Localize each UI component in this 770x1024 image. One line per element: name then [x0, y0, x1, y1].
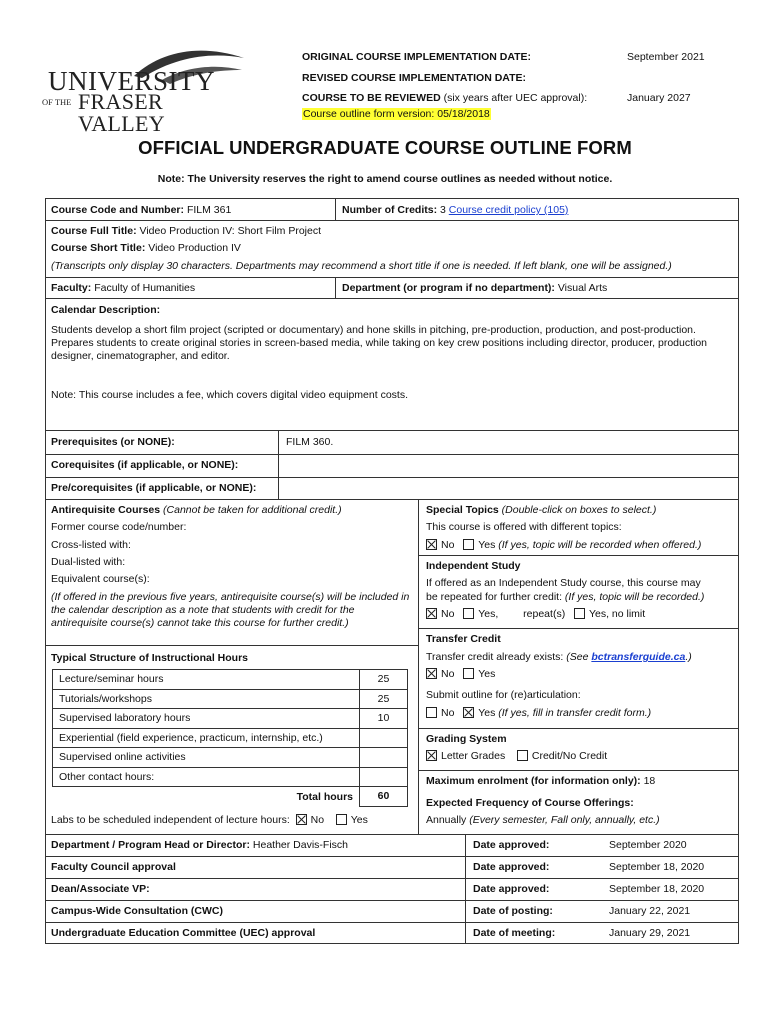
special-topics-text: This course is offered with different topics: — [426, 521, 622, 533]
page-title: OFFICIAL UNDERGRADUATE COURSE OUTLINE FORM — [138, 137, 632, 158]
original-implementation-date-label: ORIGINAL COURSE IMPLEMENTATION DATE: — [302, 51, 532, 63]
total-hours-row — [53, 787, 408, 807]
hours-row-value: 25 — [360, 689, 408, 709]
transfer-credit-exists: Transfer credit already exists: (See bctransferguide.ca.) — [426, 651, 692, 663]
independent-study-text-1: If offered as an Independent Study course, this course may — [426, 577, 701, 589]
instructional-hours-label: Typical Structure of Instructional Hours — [51, 652, 248, 664]
independent-study-no-limit-checkbox[interactable] — [574, 608, 585, 619]
hours-row-label: Experiential (field experience, practicum, internship, etc.) — [53, 728, 360, 748]
independent-study-label: Independent Study — [426, 560, 521, 572]
hours-row-value — [360, 748, 408, 768]
transfer-credit-exists-options: No Yes — [426, 668, 495, 681]
hours-row-label: Lecture/seminar hours — [53, 670, 360, 690]
bctransferguide-link[interactable]: bctransferguide.ca — [591, 651, 686, 663]
number-of-credits: Number of Credits: 3 Course credit policy (105) — [342, 204, 569, 216]
course-review-value: January 2027 — [627, 92, 691, 104]
logo-fraser-valley-text: FRASER VALLEY — [78, 89, 165, 136]
rearticulation-no-checkbox[interactable] — [426, 707, 437, 718]
independent-study-options: No Yes, repeat(s) Yes, no limit — [426, 608, 645, 621]
revised-implementation-date-label: REVISED COURSE IMPLEMENTATION DATE: — [302, 72, 527, 84]
equivalent-courses: Equivalent course(s): — [51, 573, 150, 585]
prerequisites-label: Prerequisites (or NONE): — [51, 436, 175, 448]
cross-listed: Cross-listed with: — [51, 539, 131, 551]
labs-scheduling: Labs to be scheduled independent of lecture hours: No Yes — [51, 814, 368, 826]
pre-corequisites-label: Pre/corequisites (if applicable, or NONE): — [51, 482, 257, 494]
table-row — [53, 728, 408, 748]
approval-date-value: September 18, 2020 — [609, 883, 705, 895]
table-row — [53, 689, 408, 709]
amendment-note: Note: The University reserves the right to amend course outlines as needed without notice. — [157, 173, 613, 185]
grading-system-options: Letter Grades Credit/No Credit — [426, 750, 607, 763]
approval-date-label: Date approved: — [473, 883, 550, 895]
approval-date-value: September 18, 2020 — [609, 861, 705, 873]
antirequisite-note: (If offered in the previous five years, antirequisite course(s) will be included in the calendar description as a note that students with credit for the antirequisite course(s) cannot take this course for further credit.) — [51, 591, 410, 629]
approval-dean: Dean/Associate VP: — [51, 883, 150, 895]
hours-row-label: Supervised online activities — [53, 748, 360, 768]
approval-date-value: January 29, 2021 — [609, 927, 691, 939]
hours-row-value: 25 — [360, 670, 408, 690]
table-row — [53, 709, 408, 729]
transfer-credit-label: Transfer Credit — [426, 633, 501, 645]
approval-date-label: Date approved: — [473, 839, 550, 851]
total-hours-value: 60 — [360, 787, 408, 807]
logo-university-text: UNIVERSITY — [48, 66, 215, 96]
credit-policy-link[interactable]: Course credit policy (105) — [448, 204, 569, 216]
course-short-title: Course Short Title: Video Production IV — [51, 242, 241, 254]
department: Department (or program if no department): Visual Arts — [342, 282, 608, 294]
hours-row-value — [360, 767, 408, 787]
labs-no-checkbox[interactable] — [296, 814, 307, 825]
course-code: Course Code and Number: FILM 361 — [51, 204, 232, 216]
transfer-exists-yes-checkbox[interactable] — [463, 668, 474, 679]
approval-uec: Undergraduate Education Committee (UEC) approval — [51, 927, 316, 939]
original-implementation-date-value: September 2021 — [627, 51, 705, 63]
submit-outline-text: Submit outline for (re)articulation: — [426, 689, 581, 701]
hours-row-label: Supervised laboratory hours — [53, 709, 360, 729]
rearticulation-yes-checkbox[interactable] — [463, 707, 474, 718]
prerequisites-value: FILM 360. — [286, 436, 334, 448]
approval-date-value: September 2020 — [609, 839, 687, 851]
credit-no-credit-checkbox[interactable] — [517, 750, 528, 761]
hours-row-value — [360, 728, 408, 748]
approval-date-label: Date of meeting: — [473, 927, 556, 939]
antirequisite-label: Antirequisite Courses (Cannot be taken for additional credit.) — [51, 504, 342, 516]
transcript-note: (Transcripts only display 30 characters. Departments may recommend a short title if one is needed. If left blank, one will be assigned.) — [51, 260, 672, 272]
independent-study-text-2: be repeated for further credit: (If yes, topic will be recorded.) — [426, 591, 705, 603]
frequency-value: Annually (Every semester, Fall only, annually, etc.) — [426, 814, 660, 826]
approval-date-value: January 22, 2021 — [609, 905, 691, 917]
table-row — [53, 767, 408, 787]
calendar-description-label: Calendar Description: — [51, 304, 161, 316]
hours-row-label: Other contact hours: — [53, 767, 360, 787]
special-topics-no-checkbox[interactable] — [426, 539, 437, 550]
course-review-label: COURSE TO BE REVIEWED (six years after UEC approval): — [302, 92, 588, 104]
course-full-title: Course Full Title: Video Production IV: Short Film Project — [51, 225, 321, 237]
corequisites-label: Corequisites (if applicable, or NONE): — [51, 459, 239, 471]
logo-of-the-text: OF THE — [42, 97, 72, 107]
special-topics-label: Special Topics (Double-click on boxes to select.) — [426, 504, 657, 516]
grading-system-label: Grading System — [426, 733, 507, 745]
approval-date-label: Date of posting: — [473, 905, 553, 917]
transfer-exists-no-checkbox[interactable] — [426, 668, 437, 679]
form-version-badge: Course outline form version: 05/18/2018 — [303, 108, 490, 120]
special-topics-options: No Yes (If yes, topic will be recorded when offered.) — [426, 539, 701, 552]
dual-listed: Dual-listed with: — [51, 556, 126, 568]
independent-study-yes-checkbox[interactable] — [463, 608, 474, 619]
letter-grades-checkbox[interactable] — [426, 750, 437, 761]
hours-row-label: Tutorials/workshops — [53, 689, 360, 709]
university-logo — [42, 46, 252, 136]
frequency-label: Expected Frequency of Course Offerings: — [426, 797, 634, 809]
faculty: Faculty: Faculty of Humanities — [51, 282, 196, 294]
total-hours-label: Total hours — [296, 790, 353, 803]
approval-department-head: Department / Program Head or Director: Heather Davis-Fisch — [51, 839, 349, 851]
maximum-enrolment: Maximum enrolment (for information only): 18 — [426, 775, 656, 787]
former-course-code: Former course code/number: — [51, 521, 187, 533]
fee-note: Note: This course includes a fee, which covers digital video equipment costs. — [51, 389, 408, 401]
approval-cwc: Campus-Wide Consultation (CWC) — [51, 905, 223, 917]
submit-outline-options: No Yes (If yes, fill in transfer credit form.) — [426, 707, 651, 720]
calendar-description-text: Students develop a short film project (scripted or documentary) and hone skills in pitching, pre-production, production, and post-production. Prepares students to create original stories in screen-based media, while taking on key crew positions including director, producer, production designer, cinematographer, and editor. — [51, 324, 708, 362]
labs-yes-checkbox[interactable] — [336, 814, 347, 825]
table-row — [53, 748, 408, 768]
approval-faculty-council: Faculty Council approval — [51, 861, 176, 873]
special-topics-yes-checkbox[interactable] — [463, 539, 474, 550]
independent-study-no-checkbox[interactable] — [426, 608, 437, 619]
hours-row-value: 10 — [360, 709, 408, 729]
instructional-hours-table — [52, 669, 408, 807]
table-row — [53, 670, 408, 690]
approval-date-label: Date approved: — [473, 861, 550, 873]
